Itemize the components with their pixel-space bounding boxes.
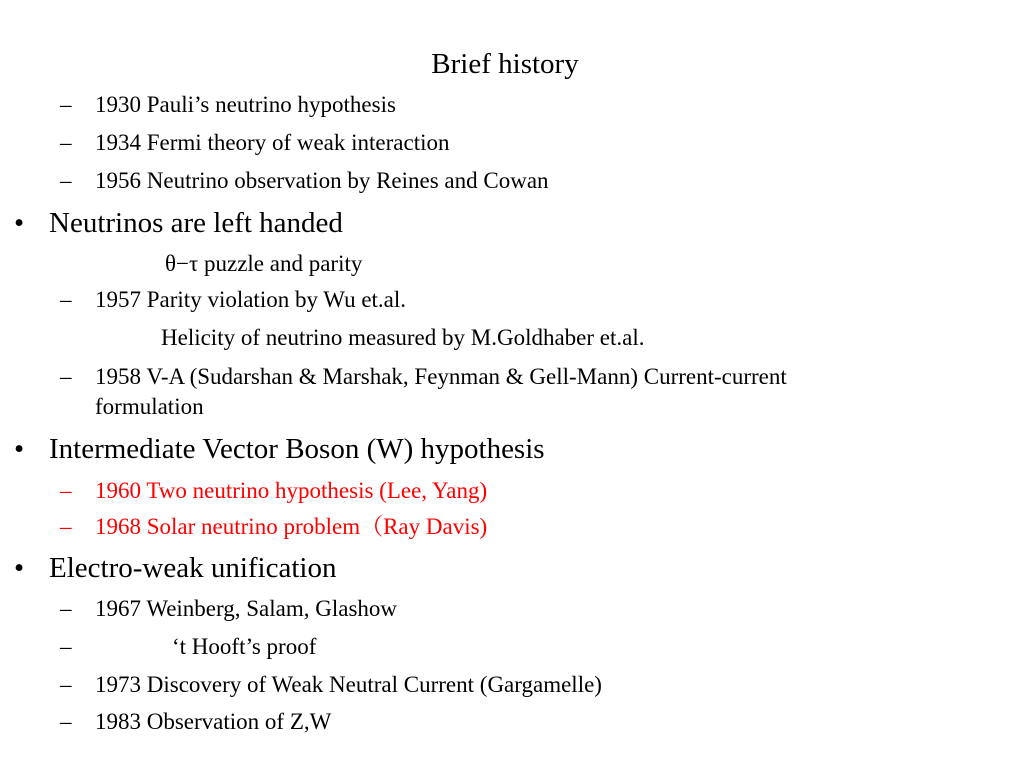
list-item-text: 1930 Pauli’s neutrino hypothesis: [95, 92, 396, 117]
list-item-text: ‘t Hooft’s proof: [172, 634, 317, 659]
list-item-text: 1973 Discovery of Weak Neutral Current (Gargamelle): [95, 672, 602, 697]
list-item-text: 1957 Parity violation by Wu et.al.: [95, 287, 407, 312]
dash-marker: –: [60, 92, 72, 117]
list-item-text: 1958 V-A (Sudarshan & Marshak, Feynman & Gell-Mann) Current-current: [95, 364, 787, 389]
bullet-item-text: Neutrinos are left handed: [49, 207, 343, 239]
bullet-marker: •: [14, 433, 25, 465]
bullet-item-text: Intermediate Vector Boson (W) hypothesis: [49, 433, 545, 465]
bullet-item-text: Electro-weak unification: [49, 552, 337, 584]
dash-marker: –: [60, 709, 72, 734]
indented-text-helicity: Helicity of neutrino measured by M.Goldhaber et.al.: [161, 325, 645, 350]
bullet-marker: •: [14, 552, 25, 584]
indented-text-theta-tau: θ−τ puzzle and parity: [165, 251, 363, 276]
list-item-text: 1956 Neutrino observation by Reines and Cowan: [95, 168, 549, 193]
slide-title: Brief history: [431, 48, 579, 80]
list-item-continuation: formulation: [95, 394, 204, 419]
dash-marker: –: [60, 672, 72, 697]
dash-marker: –: [60, 478, 72, 503]
dash-marker: –: [60, 364, 72, 389]
dash-marker: –: [60, 168, 72, 193]
list-item-text: 1967 Weinberg, Salam, Glashow: [95, 596, 398, 621]
list-item-text: 1968 Solar neutrino problem（Ray Davis): [95, 514, 488, 539]
dash-marker: –: [60, 634, 72, 659]
dash-marker: –: [60, 130, 72, 155]
list-item-text: 1960 Two neutrino hypothesis (Lee, Yang): [95, 478, 488, 503]
dash-marker: –: [60, 596, 72, 621]
bullet-marker: •: [14, 207, 25, 239]
list-item-text: 1934 Fermi theory of weak interaction: [95, 130, 450, 155]
dash-marker: –: [60, 514, 72, 539]
list-item-text: 1983 Observation of Z,W: [95, 709, 332, 734]
dash-marker: –: [60, 287, 72, 312]
